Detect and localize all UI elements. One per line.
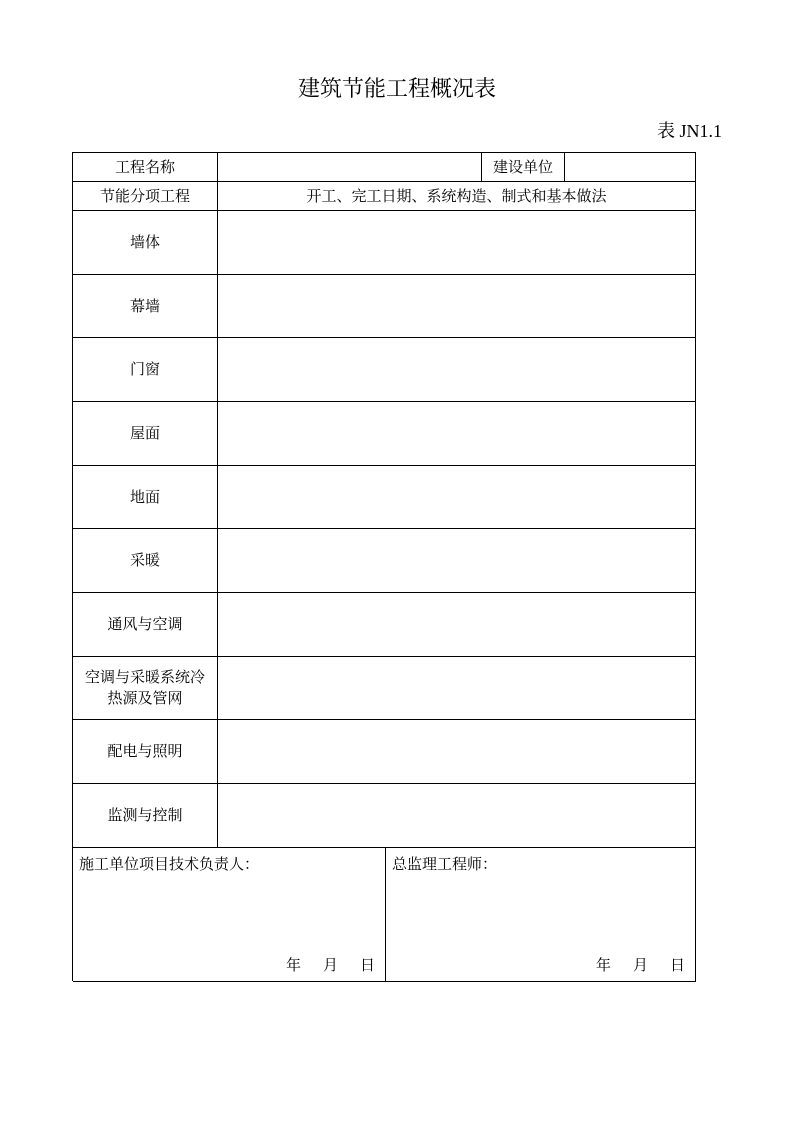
item-detail-wall[interactable] xyxy=(218,211,696,275)
day-label: 日 xyxy=(359,956,375,974)
project-name-field[interactable] xyxy=(218,153,482,182)
item-label-floor: 地面 xyxy=(73,466,218,529)
item-label-curtain-wall: 幕墙 xyxy=(73,275,218,338)
item-detail-heat-source[interactable] xyxy=(218,657,696,720)
item-detail-roof[interactable] xyxy=(218,402,696,466)
item-detail-floor[interactable] xyxy=(218,466,696,529)
form-number: 表 JN1.1 xyxy=(656,121,722,141)
item-detail-curtain-wall[interactable] xyxy=(218,275,696,338)
item-detail-doors-windows[interactable] xyxy=(218,338,696,402)
page-title: 建筑节能工程概况表 xyxy=(297,77,496,102)
contractor-signature-label: 施工单位项目技术负责人： xyxy=(79,855,260,873)
item-detail-lighting[interactable] xyxy=(218,720,696,784)
item-label-doors-windows: 门窗 xyxy=(73,338,218,402)
item-label-heat-source: 空调与采暖系统冷热源及管网 xyxy=(73,657,218,720)
item-label-wall: 墙体 xyxy=(73,211,218,275)
supervisor-signature-box[interactable] xyxy=(386,848,696,982)
item-detail-ventilation[interactable] xyxy=(218,593,696,657)
day-label: 日 xyxy=(669,956,685,974)
item-label-lighting: 配电与照明 xyxy=(73,720,218,784)
year-label: 年 xyxy=(285,956,301,974)
supervisor-date xyxy=(574,955,685,975)
year-label: 年 xyxy=(595,956,611,974)
month-label: 月 xyxy=(632,956,648,974)
supervisor-signature-label: 总监理工程师： xyxy=(392,855,498,873)
contractor-date xyxy=(264,955,375,975)
item-label-ventilation: 通风与空调 xyxy=(73,593,218,657)
item-detail-monitoring[interactable] xyxy=(218,784,696,848)
month-label: 月 xyxy=(322,956,338,974)
item-label-monitoring: 监测与控制 xyxy=(73,784,218,848)
builder-label: 建设单位 xyxy=(482,153,565,182)
overview-table xyxy=(72,152,696,981)
project-name-label: 工程名称 xyxy=(73,153,218,182)
contractor-signature-box[interactable] xyxy=(73,848,386,982)
item-detail-heating[interactable] xyxy=(218,529,696,593)
item-label-heating: 采暖 xyxy=(73,529,218,593)
detail-column-header: 开工、完工日期、系统构造、制式和基本做法 xyxy=(218,182,696,211)
builder-field[interactable] xyxy=(565,153,696,182)
item-label-roof: 屋面 xyxy=(73,402,218,466)
item-column-header: 节能分项工程 xyxy=(73,182,218,211)
